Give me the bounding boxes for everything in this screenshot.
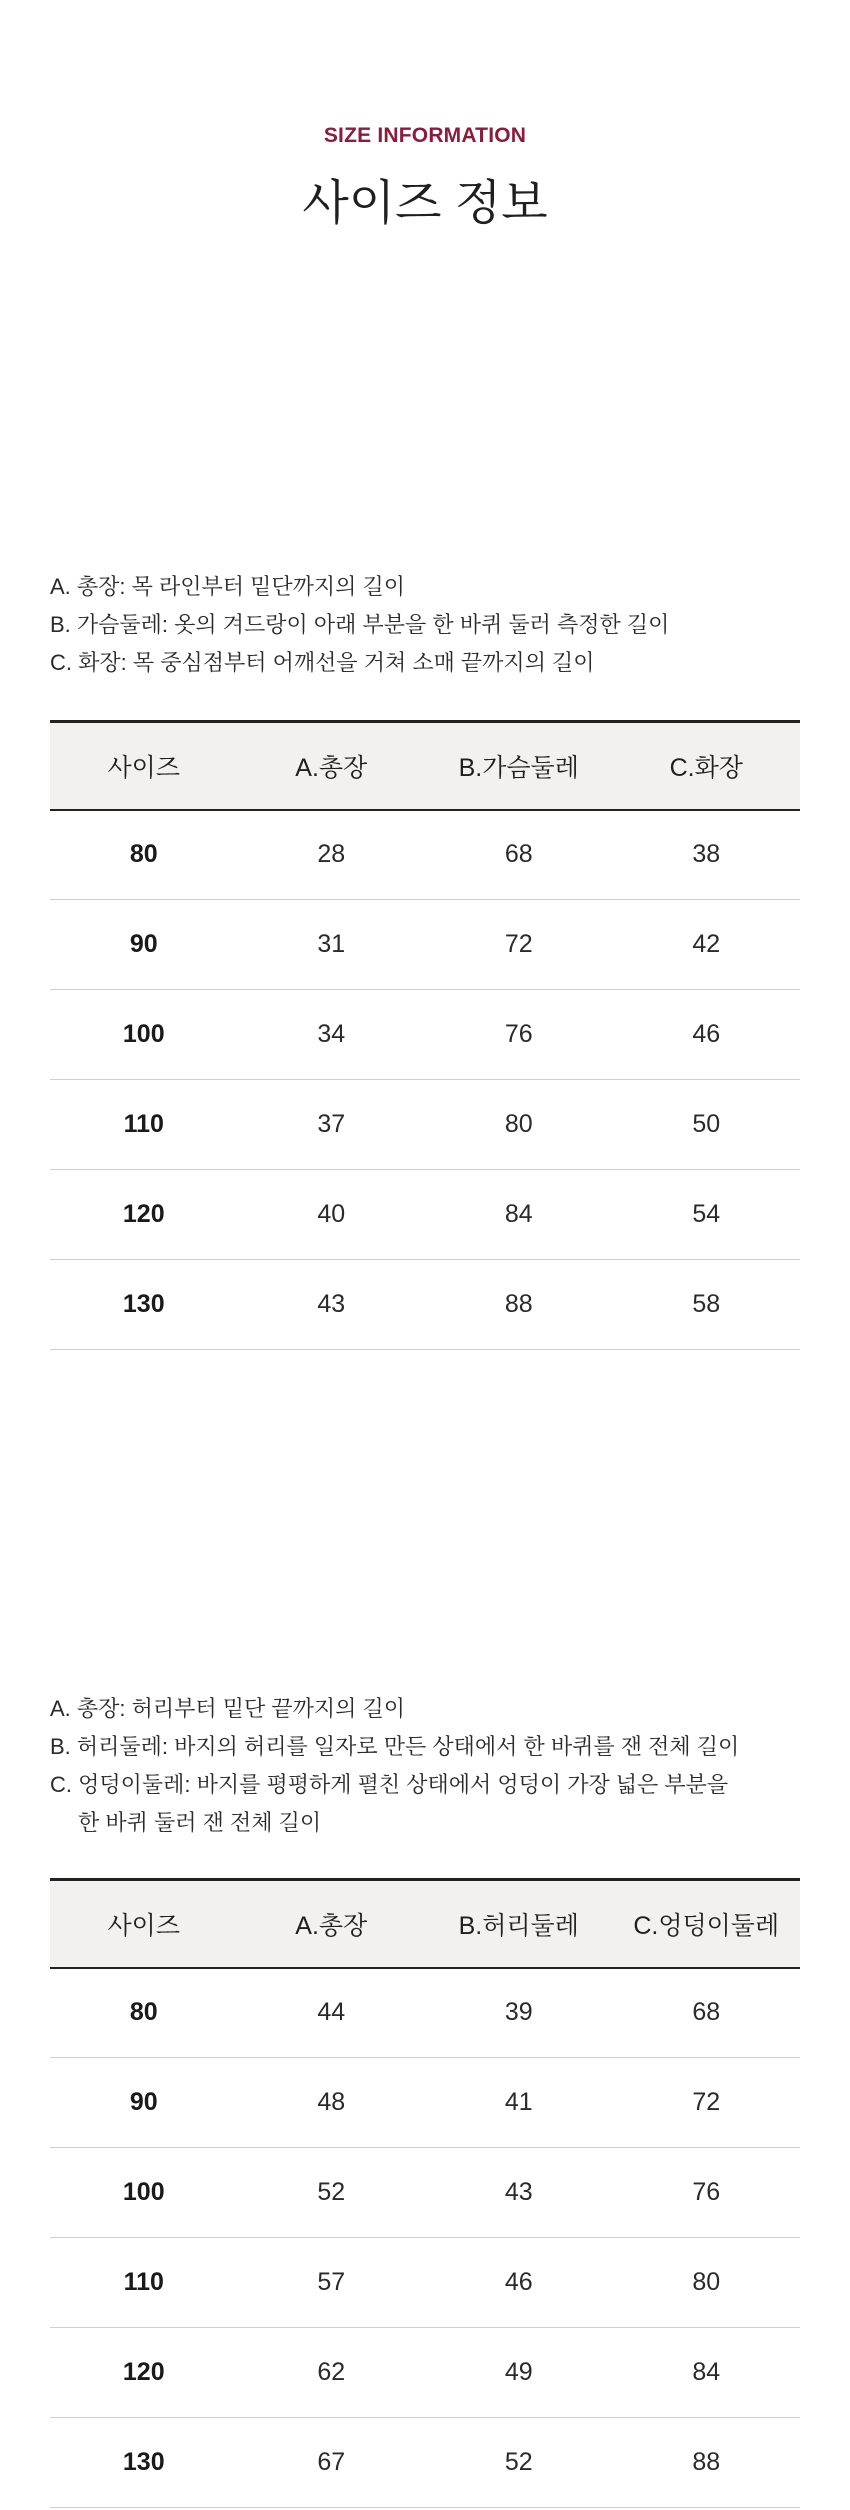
table-cell: 68 <box>425 810 613 900</box>
column-header: A.총장 <box>238 722 426 810</box>
size-cell: 110 <box>50 2238 238 2328</box>
table-cell: 52 <box>238 2148 426 2238</box>
table-cell: 76 <box>425 990 613 1080</box>
size-cell: 100 <box>50 990 238 1080</box>
note-line: A. 총장: 허리부터 밑단 끝까지의 길이 <box>50 1696 405 1721</box>
table-row <box>50 2058 800 2148</box>
table-header-row <box>50 1880 800 1968</box>
table-cell: 88 <box>613 2418 801 2508</box>
bottom-size-table <box>50 1878 800 2508</box>
table-cell: 41 <box>425 2058 613 2148</box>
size-cell: 100 <box>50 2148 238 2238</box>
table-cell: 52 <box>425 2418 613 2508</box>
top-measurement-notes <box>50 568 800 682</box>
column-header: C.엉덩이둘레 <box>613 1880 801 1968</box>
table-row <box>50 990 800 1080</box>
table-cell: 34 <box>238 990 426 1080</box>
section-eyebrow: SIZE INFORMATION <box>323 124 527 147</box>
column-header: C.화장 <box>613 722 801 810</box>
size-cell: 130 <box>50 1260 238 1350</box>
table-cell: 58 <box>613 1260 801 1350</box>
table-cell: 50 <box>613 1080 801 1170</box>
note-line: B. 허리둘레: 바지의 허리를 일자로 만든 상태에서 한 바퀴를 잰 전체 길이 <box>50 1734 740 1759</box>
table-cell: 40 <box>238 1170 426 1260</box>
top-size-table <box>50 720 800 1350</box>
size-cell: 120 <box>50 2328 238 2418</box>
size-cell: 80 <box>50 1968 238 2058</box>
table-row <box>50 1080 800 1170</box>
table-cell: 88 <box>425 1260 613 1350</box>
size-cell: 130 <box>50 2418 238 2508</box>
table-row <box>50 1968 800 2058</box>
bottom-measurement-notes <box>50 1690 800 1842</box>
table-cell: 72 <box>613 2058 801 2148</box>
column-header: 사이즈 <box>50 1880 238 1968</box>
note-line: C. 화장: 목 중심점부터 어깨선을 거쳐 소매 끝까지의 길이 <box>50 650 595 675</box>
table-cell: 43 <box>238 1260 426 1350</box>
page-title: 사이즈 정보 <box>302 177 548 230</box>
table-cell: 80 <box>425 1080 613 1170</box>
table-cell: 46 <box>425 2238 613 2328</box>
table-cell: 57 <box>238 2238 426 2328</box>
table-cell: 84 <box>425 1170 613 1260</box>
size-cell: 90 <box>50 900 238 990</box>
column-header: B.가슴둘레 <box>425 722 613 810</box>
table-cell: 28 <box>238 810 426 900</box>
table-cell: 31 <box>238 900 426 990</box>
note-line: C. 엉덩이둘레: 바지를 평평하게 펼친 상태에서 엉덩이 가장 넓은 부분을 <box>50 1772 729 1797</box>
table-row <box>50 1170 800 1260</box>
note-line-continuation: 한 바퀴 둘러 잰 전체 길이 <box>78 1810 322 1835</box>
size-cell: 80 <box>50 810 238 900</box>
table-cell: 42 <box>613 900 801 990</box>
column-header: 사이즈 <box>50 722 238 810</box>
table-cell: 67 <box>238 2418 426 2508</box>
table-row <box>50 900 800 990</box>
table-header-row <box>50 722 800 810</box>
table-cell: 68 <box>613 1968 801 2058</box>
table-cell: 84 <box>613 2328 801 2418</box>
size-cell: 120 <box>50 1170 238 1260</box>
table-cell: 48 <box>238 2058 426 2148</box>
note-line: A. 총장: 목 라인부터 밑단까지의 길이 <box>50 574 405 599</box>
note-line: B. 가슴둘레: 옷의 겨드랑이 아래 부분을 한 바퀴 둘러 측정한 길이 <box>50 612 670 637</box>
table-cell: 46 <box>613 990 801 1080</box>
table-row <box>50 2328 800 2418</box>
size-cell: 110 <box>50 1080 238 1170</box>
table-cell: 76 <box>613 2148 801 2238</box>
table-cell: 54 <box>613 1170 801 1260</box>
table-cell: 43 <box>425 2148 613 2238</box>
table-row <box>50 810 800 900</box>
size-cell: 90 <box>50 2058 238 2148</box>
column-header: A.총장 <box>238 1880 426 1968</box>
table-cell: 62 <box>238 2328 426 2418</box>
table-cell: 72 <box>425 900 613 990</box>
table-cell: 37 <box>238 1080 426 1170</box>
table-cell: 49 <box>425 2328 613 2418</box>
column-header: B.허리둘레 <box>425 1880 613 1968</box>
table-row <box>50 2148 800 2238</box>
table-cell: 80 <box>613 2238 801 2328</box>
table-cell: 38 <box>613 810 801 900</box>
table-row <box>50 2418 800 2508</box>
table-cell: 39 <box>425 1968 613 2058</box>
table-row <box>50 1260 800 1350</box>
table-cell: 44 <box>238 1968 426 2058</box>
table-row <box>50 2238 800 2328</box>
